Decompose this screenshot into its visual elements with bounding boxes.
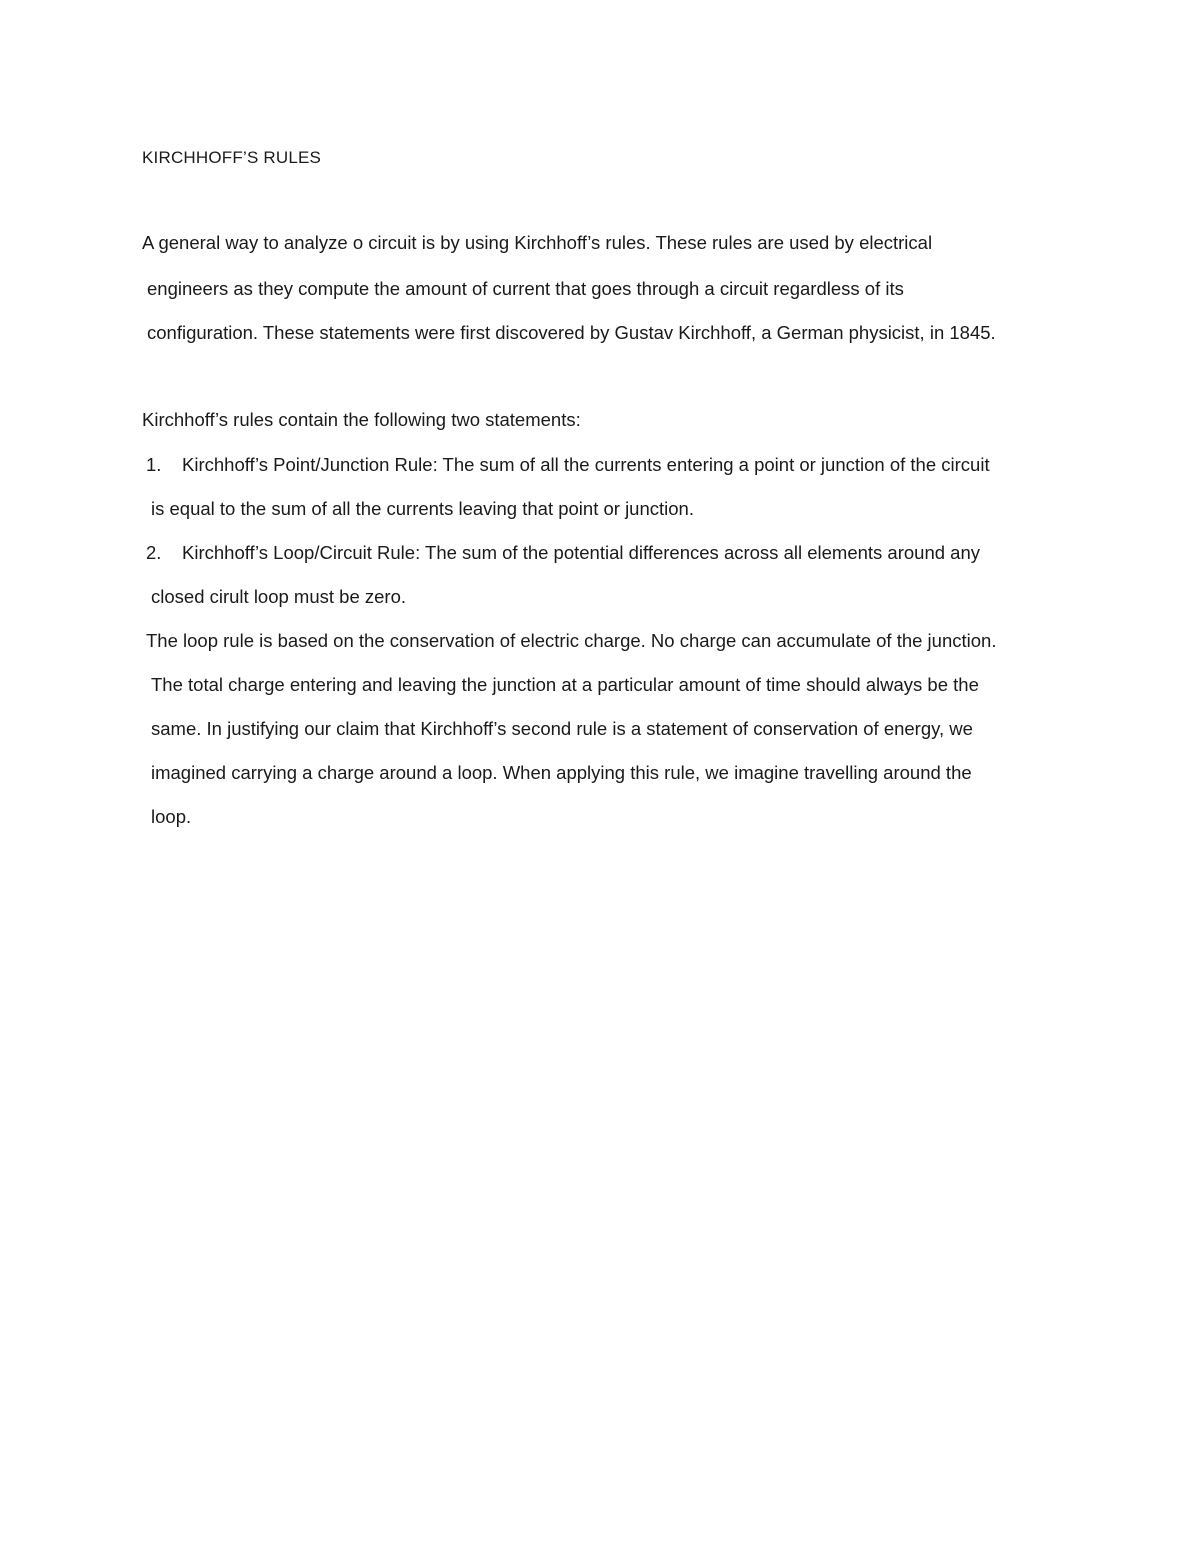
paragraph2-line-1: The loop rule is based on the conservation of electric charge. No charge can accumulate of the junction. xyxy=(146,630,997,651)
list-item-2-line-2: closed cirult loop must be zero. xyxy=(151,586,407,607)
list-item-1-line-2: is equal to the sum of all the currents leaving that point or junction. xyxy=(151,498,694,519)
list-item-1-number: 1. xyxy=(146,454,162,475)
paragraph2-line-2: The total charge entering and leaving the junction at a particular amount of time should always be the xyxy=(151,674,979,695)
paragraph2-line-4: imagined carrying a charge around a loop. When applying this rule, we imagine travelling around the xyxy=(151,762,972,783)
list-item-2-number: 2. xyxy=(146,542,162,563)
list-item-2-line-1: Kirchhoff’s Loop/Circuit Rule: The sum of the potential differences across all elements around any xyxy=(182,542,980,563)
paragraph1-line-1: A general way to analyze o circuit is by using Kirchhoff’s rules. These rules are used by electrical xyxy=(142,232,933,253)
rules-intro: Kirchhoff’s rules contain the following two statements: xyxy=(142,409,581,430)
paragraph2-line-3: same. In justifying our claim that Kirchhoff’s second rule is a statement of conservation of energy, we xyxy=(151,718,973,739)
paragraph2-line-5: loop. xyxy=(151,806,192,827)
paragraph1-line-2: engineers as they compute the amount of current that goes through a circuit regardless of its xyxy=(147,278,904,299)
document-title: KIRCHHOFF’S RULES xyxy=(142,148,322,167)
paragraph1-line-3: configuration. These statements were first discovered by Gustav Kirchhoff, a German physicist, in 1845. xyxy=(147,322,996,343)
list-item-1-line-1: Kirchhoff’s Point/Junction Rule: The sum of all the currents entering a point or junction of the circuit xyxy=(182,454,990,475)
